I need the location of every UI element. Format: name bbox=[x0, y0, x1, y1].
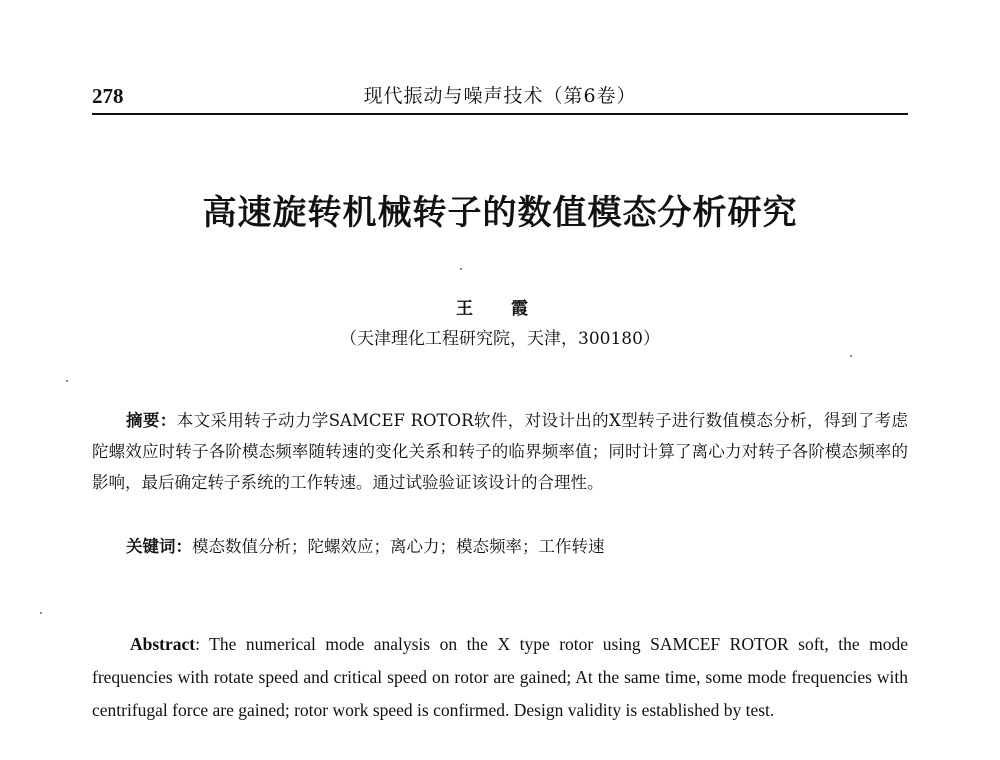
scan-speck bbox=[40, 612, 42, 614]
chinese-abstract-label: 摘要： bbox=[126, 411, 177, 430]
paper-title: 高速旋转机械转子的数值模态分析研究 bbox=[202, 193, 798, 233]
scan-speck bbox=[850, 355, 852, 357]
author-affiliation: （天津理化工程研究院，天津，300180） bbox=[340, 329, 660, 349]
author-name: 王 霞 bbox=[456, 299, 544, 319]
chinese-abstract-text: 本文采用转子动力学SAMCEF ROTOR软件，对设计出的X型转子进行数值模态分析，得到了考虑陀螺效应时转子各阶模态频率随转速的变化关系和转子的临界频率值；同时计算了离心力对转子各阶模态频率的影响，最后确定转子系统的工作转速。通过试验验证该设计的合理性。 bbox=[92, 411, 908, 492]
scan-speck bbox=[460, 268, 462, 270]
english-abstract-label: Abstract bbox=[130, 634, 196, 654]
english-abstract-text: The numerical mode analysis on the X type rotor using SAMCEF ROTOR soft, the mode frequencies with rotate speed and critical speed on rotor are gained; At the same time, some mode frequencies with centrifugal force are gained; rotor work speed is confirmed. Design validity is established by test. bbox=[92, 634, 909, 720]
running-header bbox=[92, 82, 908, 112]
scan-speck bbox=[66, 380, 68, 382]
header-rule bbox=[92, 113, 908, 115]
chinese-keywords-label: 关键词： bbox=[126, 537, 192, 556]
page-number: 278 bbox=[92, 84, 124, 108]
chinese-keywords bbox=[126, 531, 908, 562]
chinese-abstract bbox=[92, 405, 908, 498]
chinese-keywords-text: 模态数值分析；陀螺效应；离心力；模态频率；工作转速 bbox=[192, 537, 605, 556]
english-abstract bbox=[92, 628, 908, 727]
journal-title: 现代振动与噪声技术（第6卷） bbox=[363, 85, 637, 107]
english-abstract-separator: : bbox=[195, 634, 210, 654]
